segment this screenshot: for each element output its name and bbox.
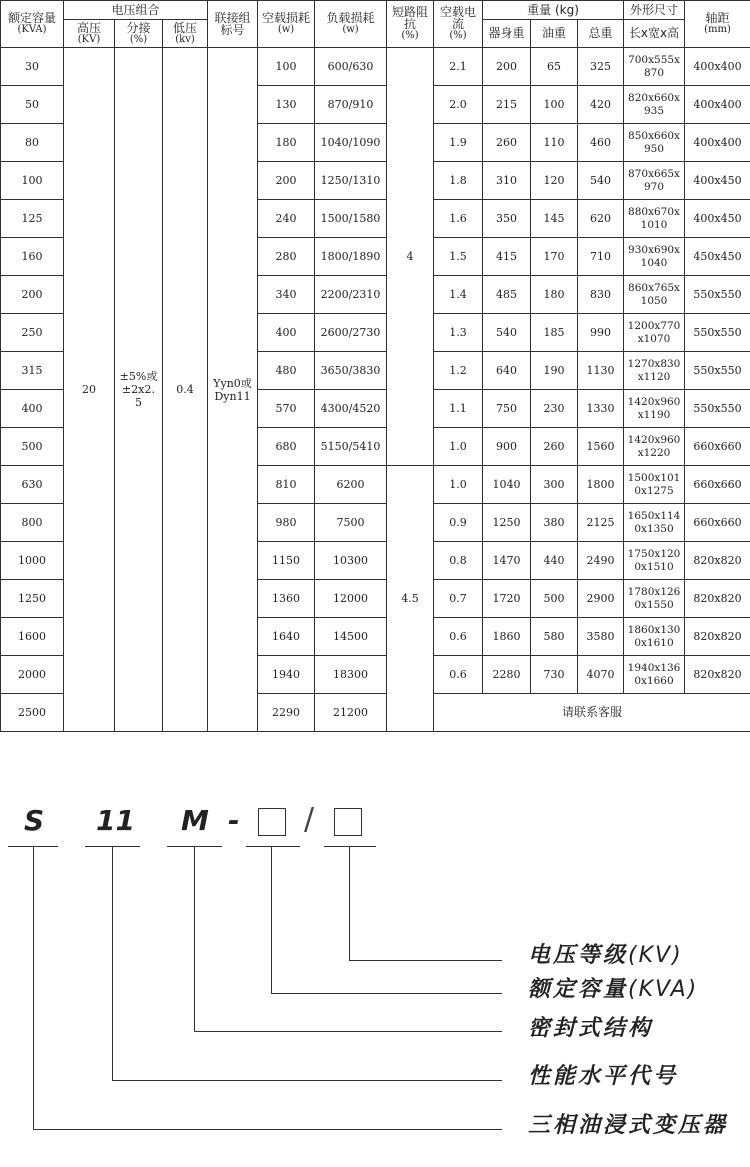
label-rated-capacity: 额定容量(KVA) <box>528 977 699 1002</box>
cell-gauge: 820x820 <box>685 656 750 694</box>
cell-no-load-loss: 480 <box>258 352 315 390</box>
cell-total-weight: 540 <box>578 162 624 200</box>
cell-load-loss: 6200 <box>315 466 387 504</box>
cell-load-loss: 7500 <box>315 504 387 542</box>
cell-capacity: 315 <box>1 352 64 390</box>
header-weight: 重量 (kg) <box>483 1 624 20</box>
leader-vertical-capacity <box>271 846 272 993</box>
cell-oil-weight: 120 <box>531 162 578 200</box>
cell-capacity: 1600 <box>1 618 64 656</box>
cell-gauge: 660x660 <box>685 466 750 504</box>
cell-dimensions: 820x660x 935 <box>624 86 685 124</box>
table-row <box>1 48 750 86</box>
cell-dimensions: 850x660x 950 <box>624 124 685 162</box>
cell-gauge: 450x450 <box>685 238 750 276</box>
header-oil-weight: 油重 <box>531 20 578 48</box>
cell-no-load-current: 0.6 <box>434 656 483 694</box>
cell-oil-weight: 170 <box>531 238 578 276</box>
cell-total-weight: 2490 <box>578 542 624 580</box>
header-no-load-loss: 空载损耗 (w) <box>258 1 315 48</box>
cell-dimensions: 880x670x 1010 <box>624 200 685 238</box>
cell-load-loss: 5150/5410 <box>315 428 387 466</box>
cell-gauge: 820x820 <box>685 580 750 618</box>
cell-body-weight: 900 <box>483 428 531 466</box>
cell-no-load-loss: 340 <box>258 276 315 314</box>
cell-no-load-loss: 1940 <box>258 656 315 694</box>
cell-body-weight: 1720 <box>483 580 531 618</box>
cell-no-load-loss: 1360 <box>258 580 315 618</box>
cell-gauge: 550x550 <box>685 276 750 314</box>
header-gauge: 轴距 (mm) <box>685 1 750 48</box>
cell-total-weight: 3580 <box>578 618 624 656</box>
cell-load-loss: 2600/2730 <box>315 314 387 352</box>
cell-no-load-current: 2.1 <box>434 48 483 86</box>
cell-load-loss: 2200/2310 <box>315 276 387 314</box>
cell-gauge: 400x450 <box>685 162 750 200</box>
cell-no-load-current: 1.6 <box>434 200 483 238</box>
cell-no-load-loss: 1640 <box>258 618 315 656</box>
cell-gauge: 550x550 <box>685 390 750 428</box>
cell-total-weight: 2125 <box>578 504 624 542</box>
cell-no-load-loss: 400 <box>258 314 315 352</box>
cell-load-loss: 1250/1310 <box>315 162 387 200</box>
cell-no-load-loss: 240 <box>258 200 315 238</box>
cell-gauge: 660x660 <box>685 428 750 466</box>
cell-body-weight: 540 <box>483 314 531 352</box>
cell-contact-service: 请联系客服 <box>434 694 750 732</box>
cell-no-load-current: 0.7 <box>434 580 483 618</box>
cell-capacity: 125 <box>1 200 64 238</box>
cell-total-weight: 1800 <box>578 466 624 504</box>
cell-no-load-current: 1.3 <box>434 314 483 352</box>
cell-capacity: 200 <box>1 276 64 314</box>
cell-gauge: 400x400 <box>685 124 750 162</box>
cell-dimensions: 930x690x 1040 <box>624 238 685 276</box>
cell-total-weight: 460 <box>578 124 624 162</box>
cell-impedance: 4.5 <box>387 466 434 732</box>
cell-total-weight: 2900 <box>578 580 624 618</box>
cell-no-load-loss: 980 <box>258 504 315 542</box>
cell-body-weight: 260 <box>483 124 531 162</box>
cell-capacity: 100 <box>1 162 64 200</box>
cell-capacity: 500 <box>1 428 64 466</box>
cell-no-load-loss: 570 <box>258 390 315 428</box>
underline-voltage <box>324 846 376 847</box>
cell-gauge: 660x660 <box>685 504 750 542</box>
cell-oil-weight: 145 <box>531 200 578 238</box>
cell-gauge: 820x820 <box>685 542 750 580</box>
cell-load-loss: 14500 <box>315 618 387 656</box>
cell-dimensions: 1750x120 0x1510 <box>624 542 685 580</box>
header-tap: 分接 (%) <box>115 20 163 48</box>
cell-no-load-current: 1.0 <box>434 428 483 466</box>
cell-no-load-current: 1.9 <box>434 124 483 162</box>
cell-body-weight: 1250 <box>483 504 531 542</box>
header-no-load-current: 空载电 流 (%) <box>434 1 483 48</box>
cell-oil-weight: 230 <box>531 390 578 428</box>
cell-dimensions: 1420x960 x1190 <box>624 390 685 428</box>
cell-high-voltage: 20 <box>64 48 115 732</box>
code-letter-11: 11 <box>96 804 135 837</box>
cell-load-loss: 1800/1890 <box>315 238 387 276</box>
cell-total-weight: 990 <box>578 314 624 352</box>
leader-vertical-voltage <box>349 846 350 960</box>
cell-load-loss: 870/910 <box>315 86 387 124</box>
cell-capacity: 50 <box>1 86 64 124</box>
header-voltage-group: 电压组合 <box>64 1 208 20</box>
cell-body-weight: 1040 <box>483 466 531 504</box>
cell-no-load-loss: 810 <box>258 466 315 504</box>
cell-gauge: 820x820 <box>685 618 750 656</box>
cell-gauge: 400x450 <box>685 200 750 238</box>
cell-dimensions: 700x555x 870 <box>624 48 685 86</box>
cell-gauge: 550x550 <box>685 352 750 390</box>
cell-no-load-current: 1.8 <box>434 162 483 200</box>
cell-oil-weight: 580 <box>531 618 578 656</box>
cell-gauge: 550x550 <box>685 314 750 352</box>
cell-load-loss: 600/630 <box>315 48 387 86</box>
cell-oil-weight: 100 <box>531 86 578 124</box>
cell-body-weight: 415 <box>483 238 531 276</box>
cell-oil-weight: 260 <box>531 428 578 466</box>
code-dash: - <box>228 804 240 837</box>
cell-dimensions: 870x665x 970 <box>624 162 685 200</box>
cell-body-weight: 350 <box>483 200 531 238</box>
cell-oil-weight: 110 <box>531 124 578 162</box>
cell-no-load-loss: 280 <box>258 238 315 276</box>
cell-tap: ±5%或 ±2x2. 5 <box>115 48 163 732</box>
underline-capacity <box>246 846 300 847</box>
cell-capacity: 1000 <box>1 542 64 580</box>
header-total-weight: 总重 <box>578 20 624 48</box>
model-code-diagram <box>0 760 750 1167</box>
cell-capacity: 250 <box>1 314 64 352</box>
cell-no-load-current: 1.5 <box>434 238 483 276</box>
cell-no-load-loss: 680 <box>258 428 315 466</box>
cell-no-load-loss: 2290 <box>258 694 315 732</box>
cell-total-weight: 1560 <box>578 428 624 466</box>
leader-horizontal-capacity <box>271 993 502 994</box>
cell-total-weight: 4070 <box>578 656 624 694</box>
cell-load-loss: 3650/3830 <box>315 352 387 390</box>
leader-horizontal-three-phase <box>33 1129 502 1130</box>
cell-gauge: 400x400 <box>685 86 750 124</box>
cell-body-weight: 1470 <box>483 542 531 580</box>
cell-dimensions: 1420x960 x1220 <box>624 428 685 466</box>
code-letter-s: S <box>24 804 45 837</box>
voltage-placeholder-box <box>334 808 362 836</box>
header-dimensions-sub: 长x宽x高 <box>624 20 685 48</box>
cell-load-loss: 10300 <box>315 542 387 580</box>
label-performance-code: 性能水平代号 <box>528 1064 679 1089</box>
cell-no-load-loss: 200 <box>258 162 315 200</box>
header-connection: 联接组 标号 <box>208 1 258 48</box>
cell-no-load-current: 1.1 <box>434 390 483 428</box>
header-body-weight: 器身重 <box>483 20 531 48</box>
code-letter-m: M <box>181 804 209 837</box>
cell-capacity: 630 <box>1 466 64 504</box>
cell-no-load-current: 1.2 <box>434 352 483 390</box>
cell-load-loss: 1500/1580 <box>315 200 387 238</box>
cell-body-weight: 2280 <box>483 656 531 694</box>
cell-low-voltage: 0.4 <box>163 48 208 732</box>
cell-no-load-loss: 180 <box>258 124 315 162</box>
cell-load-loss: 18300 <box>315 656 387 694</box>
cell-body-weight: 1860 <box>483 618 531 656</box>
cell-capacity: 800 <box>1 504 64 542</box>
cell-impedance: 4 <box>387 48 434 466</box>
cell-no-load-loss: 100 <box>258 48 315 86</box>
cell-no-load-loss: 1150 <box>258 542 315 580</box>
cell-body-weight: 215 <box>483 86 531 124</box>
header-load-loss: 负载损耗 (w) <box>315 1 387 48</box>
cell-oil-weight: 180 <box>531 276 578 314</box>
code-slash: / <box>304 802 315 837</box>
leader-vertical-performance <box>112 846 113 1080</box>
leader-horizontal-performance <box>112 1080 502 1081</box>
cell-oil-weight: 500 <box>531 580 578 618</box>
capacity-placeholder-box <box>258 808 286 836</box>
cell-no-load-current: 1.4 <box>434 276 483 314</box>
label-three-phase-oil: 三相油浸式变压器 <box>528 1113 729 1138</box>
cell-no-load-loss: 130 <box>258 86 315 124</box>
cell-dimensions: 1780x126 0x1550 <box>624 580 685 618</box>
leader-vertical-sealed <box>194 846 195 1031</box>
cell-capacity: 30 <box>1 48 64 86</box>
cell-no-load-current: 0.9 <box>434 504 483 542</box>
cell-no-load-current: 0.6 <box>434 618 483 656</box>
cell-dimensions: 1200x770 x1070 <box>624 314 685 352</box>
cell-load-loss: 1040/1090 <box>315 124 387 162</box>
cell-load-loss: 4300/4520 <box>315 390 387 428</box>
cell-capacity: 1250 <box>1 580 64 618</box>
cell-capacity: 2000 <box>1 656 64 694</box>
cell-oil-weight: 730 <box>531 656 578 694</box>
cell-oil-weight: 185 <box>531 314 578 352</box>
leader-horizontal-sealed <box>194 1031 502 1032</box>
label-voltage-level: 电压等级(KV) <box>528 943 683 968</box>
cell-gauge: 400x400 <box>685 48 750 86</box>
cell-oil-weight: 65 <box>531 48 578 86</box>
cell-connection: Yyn0或 Dyn11 <box>208 48 258 732</box>
cell-oil-weight: 380 <box>531 504 578 542</box>
header-low-voltage: 低压 (kv) <box>163 20 208 48</box>
cell-capacity: 2500 <box>1 694 64 732</box>
header-high-voltage: 高压 (KV) <box>64 20 115 48</box>
cell-no-load-current: 0.8 <box>434 542 483 580</box>
cell-total-weight: 325 <box>578 48 624 86</box>
table-body <box>1 48 750 732</box>
cell-oil-weight: 440 <box>531 542 578 580</box>
cell-dimensions: 1940x136 0x1660 <box>624 656 685 694</box>
leader-horizontal-voltage <box>349 960 502 961</box>
cell-body-weight: 640 <box>483 352 531 390</box>
cell-no-load-current: 1.0 <box>434 466 483 504</box>
cell-total-weight: 710 <box>578 238 624 276</box>
leader-vertical-three-phase <box>33 846 34 1129</box>
cell-body-weight: 485 <box>483 276 531 314</box>
cell-dimensions: 1500x101 0x1275 <box>624 466 685 504</box>
cell-dimensions: 1860x130 0x1610 <box>624 618 685 656</box>
cell-total-weight: 1330 <box>578 390 624 428</box>
cell-dimensions: 860x765x 1050 <box>624 276 685 314</box>
cell-capacity: 400 <box>1 390 64 428</box>
cell-total-weight: 620 <box>578 200 624 238</box>
cell-total-weight: 420 <box>578 86 624 124</box>
cell-total-weight: 830 <box>578 276 624 314</box>
header-dimensions: 外形尺寸 <box>624 1 685 20</box>
cell-dimensions: 1270x830 x1120 <box>624 352 685 390</box>
cell-capacity: 160 <box>1 238 64 276</box>
cell-dimensions: 1650x114 0x1350 <box>624 504 685 542</box>
cell-body-weight: 310 <box>483 162 531 200</box>
cell-total-weight: 1130 <box>578 352 624 390</box>
label-sealed-structure: 密封式结构 <box>528 1016 654 1041</box>
header-capacity: 额定容量 (KVA) <box>1 1 64 48</box>
cell-oil-weight: 300 <box>531 466 578 504</box>
cell-capacity: 80 <box>1 124 64 162</box>
cell-no-load-current: 2.0 <box>434 86 483 124</box>
cell-body-weight: 750 <box>483 390 531 428</box>
cell-load-loss: 12000 <box>315 580 387 618</box>
cell-oil-weight: 190 <box>531 352 578 390</box>
cell-load-loss: 21200 <box>315 694 387 732</box>
header-impedance: 短路阻 抗 (%) <box>387 1 434 48</box>
cell-body-weight: 200 <box>483 48 531 86</box>
